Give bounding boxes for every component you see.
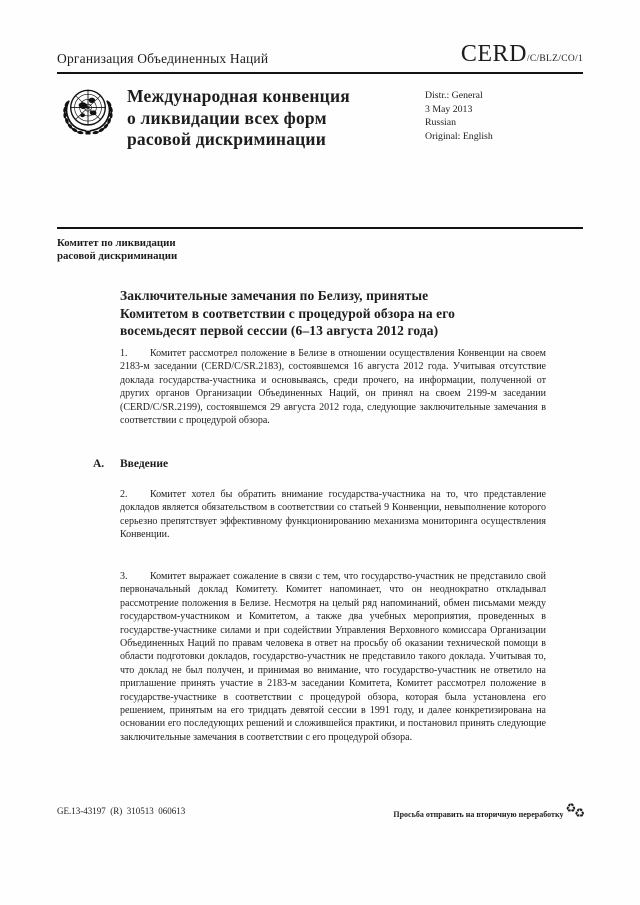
recycle-icon: ♻♻	[565, 801, 583, 820]
convention-title	[127, 86, 350, 151]
document-reference: GE.13-43197 (R) 310513 060613	[57, 806, 186, 816]
committee-name-line: Комитет по ликвидации	[57, 237, 176, 249]
section-a-heading	[93, 458, 168, 470]
paragraph-3	[120, 570, 546, 744]
org-name: Организация Объединенных Наций	[57, 51, 269, 66]
paragraph-2	[120, 488, 546, 542]
document-title-line: восемьдесят первой сессии (6–13 августа 2012 года)	[120, 323, 439, 339]
recycle-note-text: Просьба отправить на вторичную переработку	[393, 810, 564, 819]
document-title	[120, 287, 455, 340]
convention-title-line: расовой дискриминации	[127, 129, 326, 149]
distr-date: 3 May 2013	[425, 103, 473, 115]
paragraph-text: Комитет рассмотрел положение в Белизе в отношении осуществления Конвенции на своем 2183-м заседании (CERD/C/SR.2183), состоявшемся 16 августа 2012 года. Учитывая отсутствие доклада государства-участника и основываясь, среди прочего, на информации, полученной от других органов Организации Объединенных Наций, он принял на своем 2199-м заседании (CERD/C/SR.2199), состоявшемся 29 августа 2012 года, следующие заключительные замечания в соответствии с процедурой обзора.	[120, 348, 546, 427]
paragraph-1	[120, 347, 546, 427]
distr-language: Russian	[425, 117, 457, 128]
recycle-note	[393, 801, 583, 820]
committee-name-line: расовой дискриминации	[57, 249, 178, 262]
masthead-rule	[57, 227, 583, 229]
distribution-block	[425, 89, 493, 143]
paragraph-number: 2.	[120, 489, 128, 500]
paragraph-text: Комитет хотел бы обратить внимание государства-участника на то, что представление докладов является обязательством в соответствии со статьей 9 Конвенции, невыполнение которого серьезно препятствует эффективному функционированию механизма мониторинга осуществления Конвенции.	[120, 489, 546, 541]
convention-title-line: о ликвидации всех форм	[127, 107, 327, 128]
section-label: A.	[93, 458, 105, 470]
distr-line: Distr.: General	[425, 90, 483, 101]
paragraph-number: 3.	[120, 571, 128, 582]
distr-original: Original: English	[425, 130, 493, 142]
header-rule	[57, 72, 583, 74]
paragraph-number: 1.	[120, 348, 128, 359]
document-title-line: Заключительные замечания по Белизу, принятые	[120, 288, 429, 303]
doc-symbol-main: CERD	[460, 41, 527, 67]
convention-title-line: Международная конвенция	[127, 86, 350, 106]
committee-name	[57, 237, 177, 262]
section-title: Введение	[120, 458, 169, 470]
doc-symbol	[461, 41, 583, 68]
un-emblem-icon	[55, 82, 121, 146]
document-title-line: Комитетом в соответствии с процедурой обзора на его	[120, 305, 456, 321]
paragraph-text: Комитет выражает сожаление в связи с тем, что государство-участник не представило свой первоначальный доклад Комитету. Комитет напоминает, что он неоднократно откладывал рассмотрение положения в Белизе. Несмотря на целый ряд напоминаний, обмен письмами между государством-участником и Комитетом, а также два учебных мероприятия, проведенных в государстве-участнике силами и при содействии Управления Верховного комиссара Организации Объединенных Наций по правам человека в ответ на просьбу об оказании технической помощи в области подготовки докладов, государство-участник не представило такого доклада. Учитывая то, что доклад не был получен, и принимая во внимание, что государство-участник не ответило на приглашение принять участие в 2183-м заседании Комитета, Комитет рассмотрел положение в государстве-участнике в соответствии с процедурой обзора, которая была установлена его решением, принятым на его тридцать девятой сессии в 1991 году, и далее конкретизирована на основании его последующих решений и сложившейся практики, и постановил принять следующие заключительные замечания в соответствии с его процедурой обзора.	[120, 571, 546, 743]
doc-symbol-suffix: /C/BLZ/CO/1	[526, 54, 583, 64]
